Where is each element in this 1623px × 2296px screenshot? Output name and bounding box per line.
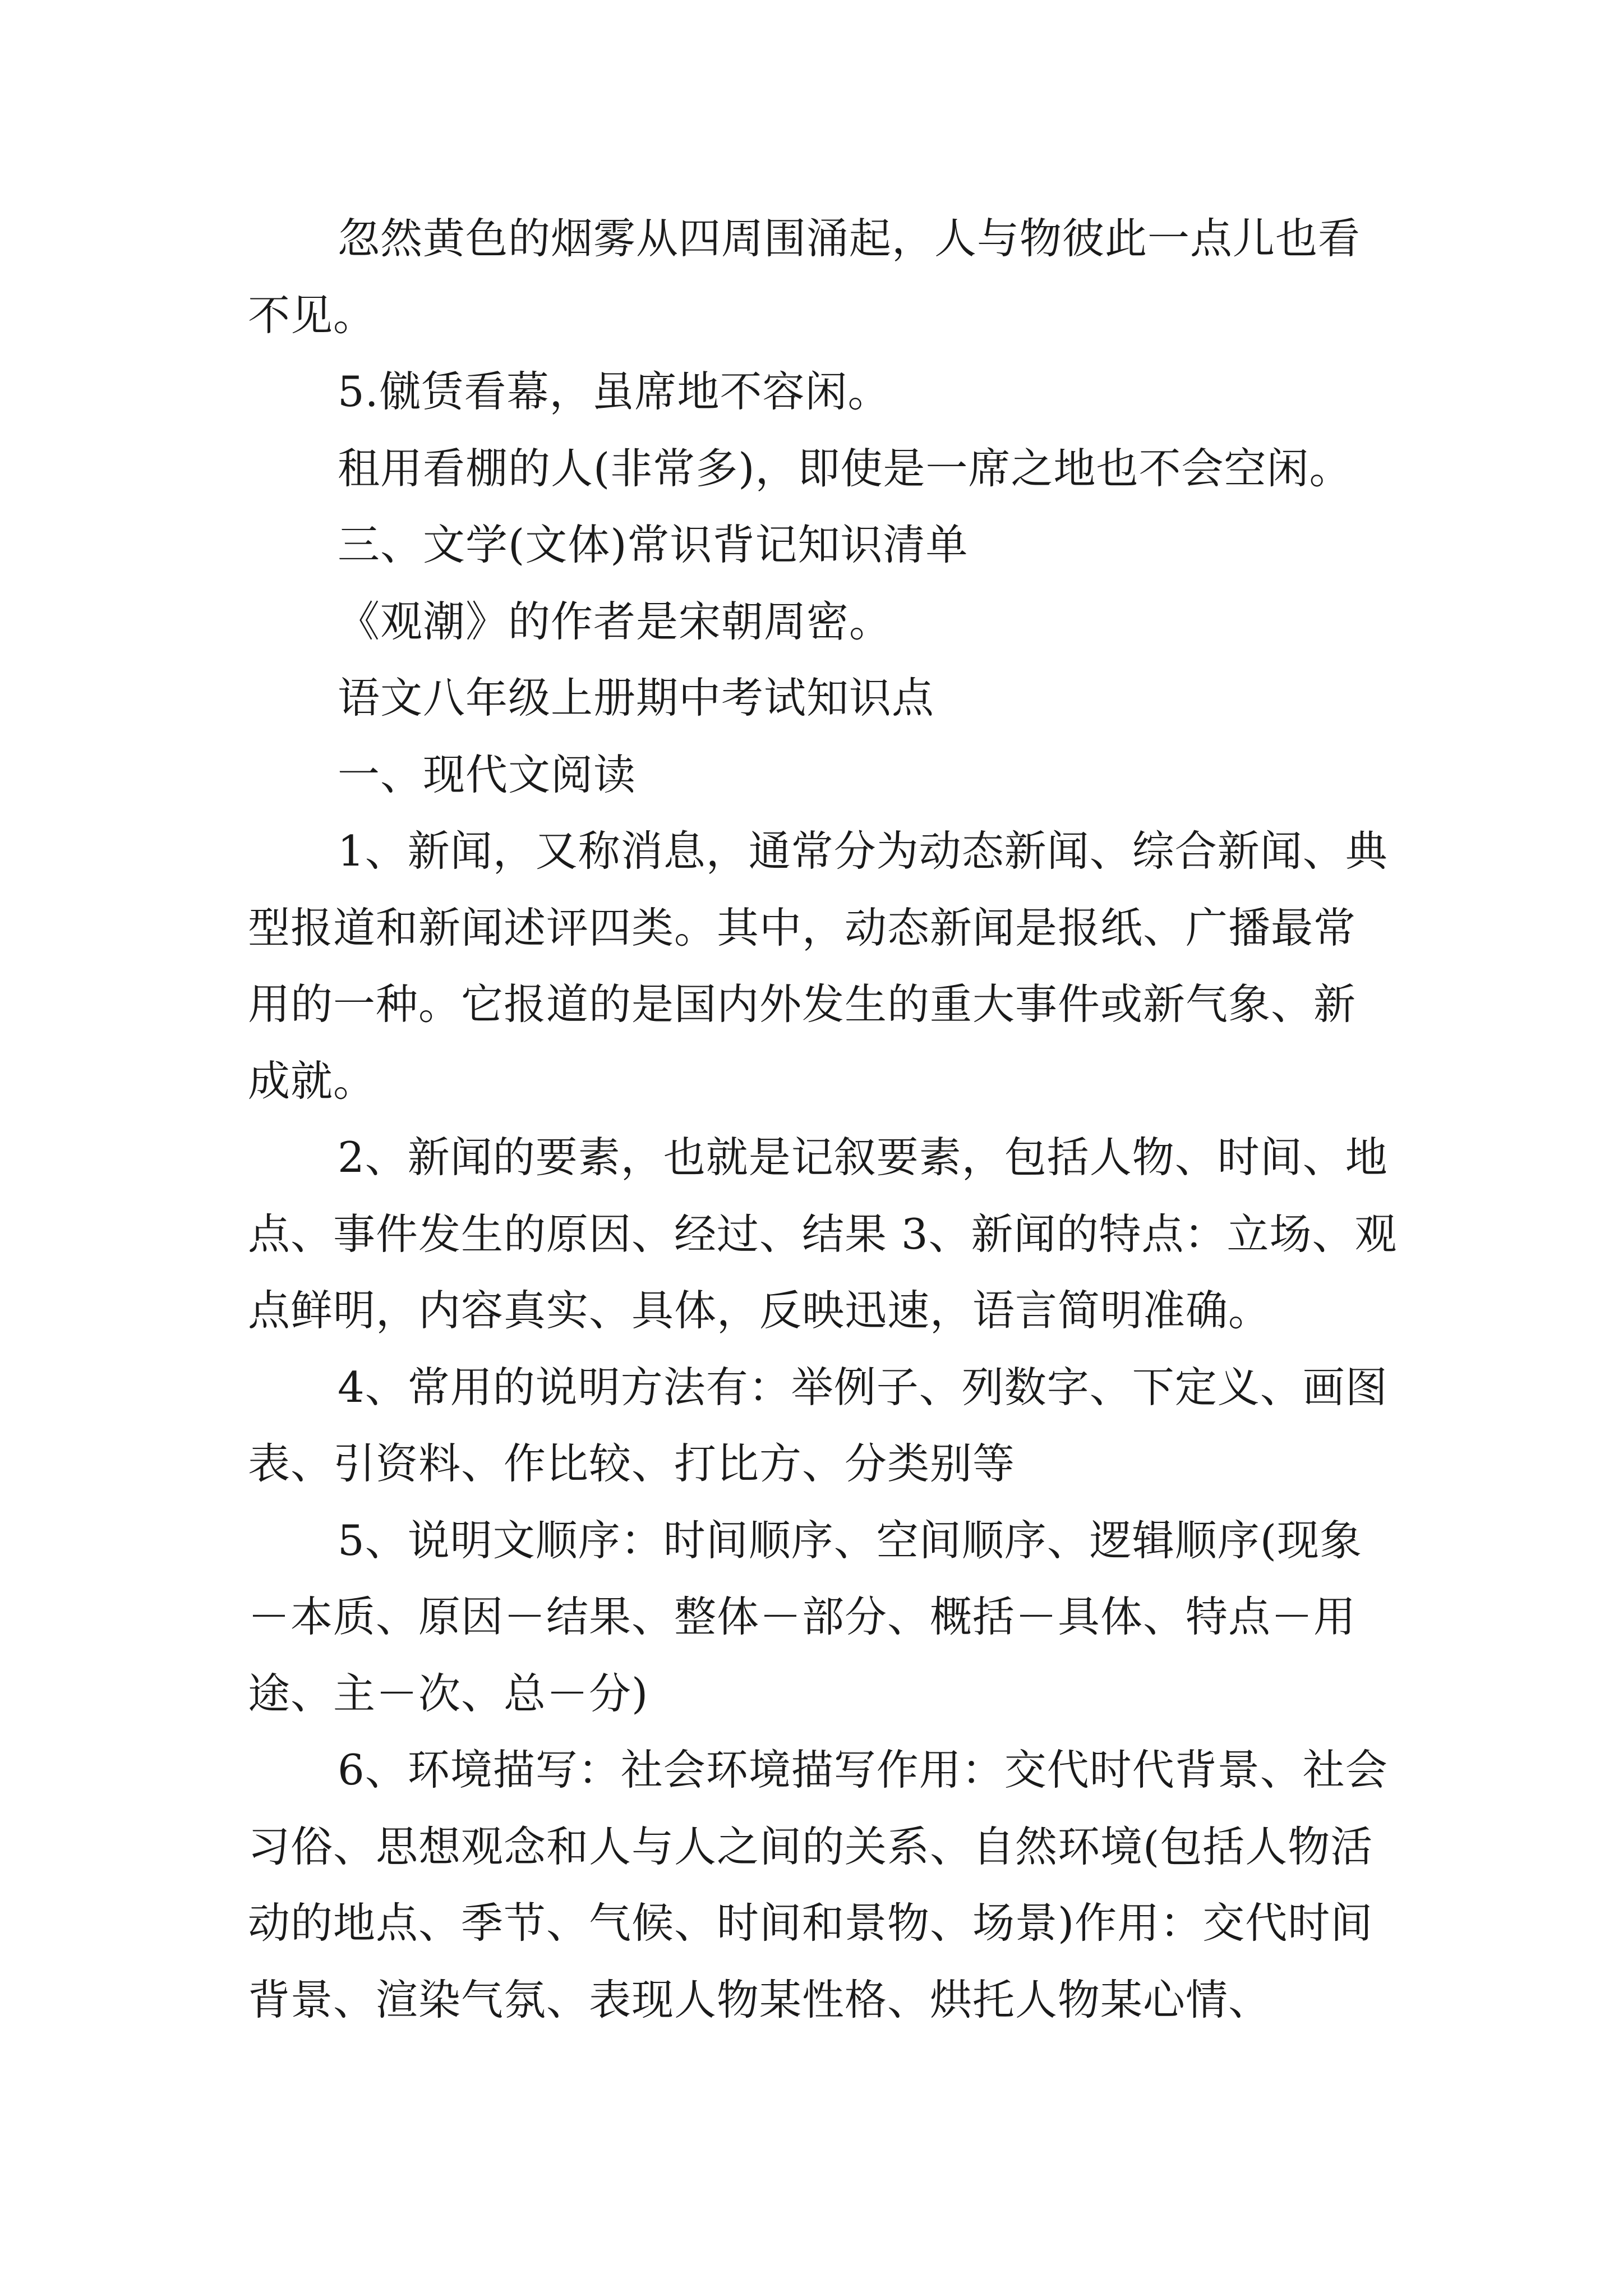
section-heading: 一、现代文阅读 — [338, 749, 637, 799]
paragraph: 2、新闻的要素，也就是记叙要素，包括人物、时间、地点、事件发生的原因、经过、结果 3、新闻的特点：立场、观点鲜明，内容真实、具体，反映迅速，语言简明准确。 — [248, 1133, 1398, 1335]
paragraph: 1、新闻，又称消息，通常分为动态新闻、综合新闻、典型报道和新闻述评四类。其中，动态新闻是报纸、广播最常用的一种。它报道的是国内外发生的重大事件或新气象、新成就。 — [248, 826, 1388, 1106]
paragraph: 《观潮》的作者是宋朝周密。 — [338, 596, 892, 646]
document-title: 语文八年级上册期中考试知识点 — [338, 673, 935, 723]
paragraph: 5、说明文顺序：时间顺序、空间顺序、逻辑顺序(现象－本质、原因－结果、整体－部分、概括－具体、特点－用途、主－次、总－分) — [248, 1515, 1362, 1718]
paragraph: 忽然黄色的烟雾从四周围涌起，人与物彼此一点儿也看不见。 — [248, 214, 1361, 340]
document-body — [248, 200, 1398, 2038]
paragraph: 6、环境描写：社会环境描写作用：交代时代背景、社会习俗、思想观念和人与人之间的关系、自然环境(包括人物活动的地点、季节、气候、时间和景物、场景)作用：交代时间背景、渲染气氛、表现人物某性格、烘托人物某心情、 — [248, 1745, 1388, 2024]
paragraph: 5.僦赁看幕，虽席地不容闲。 — [338, 367, 891, 416]
section-heading: 三、文学(文体)常识背记知识清单 — [338, 520, 969, 569]
paragraph: 租用看棚的人(非常多)，即使是一席之地也不会空闲。 — [338, 443, 1352, 493]
paragraph: 4、常用的说明方法有：举例子、列数字、下定义、画图表、引资料、作比较、打比方、分类别等 — [248, 1362, 1388, 1488]
